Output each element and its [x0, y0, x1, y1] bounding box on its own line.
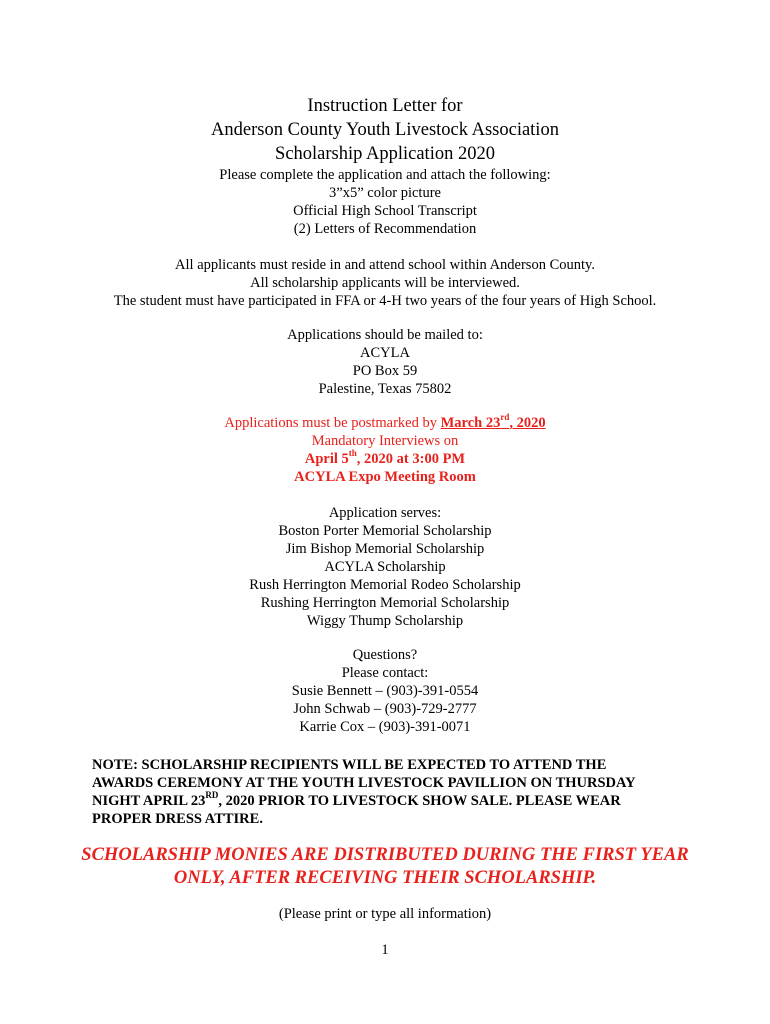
mailing-intro: Applications should be mailed to:	[287, 327, 483, 343]
postmark-line	[0, 414, 770, 432]
contact-line: Karrie Cox – (903)-391-0071	[299, 719, 471, 735]
page-number: 1	[381, 942, 389, 958]
scholarship-item: Jim Bishop Memorial Scholarship	[285, 541, 485, 557]
contacts-section	[0, 646, 770, 736]
note-line-4: PROPER DRESS ATTIRE.	[92, 811, 263, 827]
interview-location: ACYLA Expo Meeting Room	[294, 469, 476, 485]
scholarships-intro: Application serves:	[328, 505, 442, 521]
mailing-line: PO Box 59	[352, 363, 418, 379]
attachments-section	[0, 166, 770, 238]
postmark-date-suffix: rd	[500, 412, 510, 423]
note-date-suffix: RD	[205, 790, 219, 801]
title-line-2: Anderson County Youth Livestock Association	[211, 120, 559, 140]
interview-date-time: , 2020 at 3:00 PM	[356, 451, 466, 467]
interview-date-main: April 5	[304, 451, 349, 467]
document-title	[0, 94, 770, 166]
title-line-3: Scholarship Application 2020	[275, 144, 495, 164]
requirement-line: The student must have participated in FFA or 4-H two years of the four years of High School.	[113, 293, 657, 309]
requirement-line: All scholarship applicants will be interviewed.	[250, 275, 520, 291]
attachment-item: (2) Letters of Recommendation	[293, 221, 477, 237]
contact-line: John Schwab – (903)-729-2777	[293, 701, 477, 717]
monies-warning	[0, 844, 770, 890]
postmark-date-main: March 23	[440, 415, 501, 431]
postmark-date-year: , 2020	[509, 415, 546, 431]
contact-line: Susie Bennett – (903)-391-0554	[291, 683, 479, 699]
title-line-1: Instruction Letter for	[307, 96, 463, 116]
interview-date-suffix: th	[348, 448, 357, 459]
scholarships-section	[0, 504, 770, 630]
attachment-item: 3”x5” color picture	[329, 185, 441, 201]
ceremony-note	[92, 756, 692, 828]
contacts-intro: Please contact:	[341, 665, 429, 681]
monies-line-2: ONLY, AFTER RECEIVING THEIR SCHOLARSHIP.	[173, 868, 597, 888]
interview-date	[0, 450, 770, 468]
postmark-text: Applications must be postmarked by	[224, 415, 441, 431]
mailing-line: Palestine, Texas 75802	[318, 381, 452, 397]
postmark-date	[440, 412, 546, 431]
attachments-intro: Please complete the application and attach the following:	[219, 167, 551, 183]
scholarship-item: Boston Porter Memorial Scholarship	[278, 523, 492, 539]
requirements-section	[0, 256, 770, 310]
monies-line-1: SCHOLARSHIP MONIES ARE DISTRIBUTED DURING THE FIRST YEAR	[81, 845, 689, 865]
scholarship-item: Rushing Herrington Memorial Scholarship	[260, 595, 510, 611]
deadline-section	[0, 414, 770, 486]
requirement-line: All applicants must reside in and attend school within Anderson County.	[175, 257, 595, 273]
print-instruction: (Please print or type all information)	[278, 906, 492, 922]
mailing-line: ACYLA	[360, 345, 410, 361]
note-line-1: NOTE: SCHOLARSHIP RECIPIENTS WILL BE EXPECTED TO ATTEND THE	[92, 757, 607, 773]
scholarship-item: ACYLA Scholarship	[324, 559, 446, 575]
attachment-item: Official High School Transcript	[293, 203, 477, 219]
note-line-3-rest: , 2020 PRIOR TO LIVESTOCK SHOW SALE. PLEASE WEAR	[218, 793, 621, 809]
scholarship-item: Rush Herrington Memorial Rodeo Scholarship	[249, 577, 521, 593]
mailing-address-section	[0, 326, 770, 398]
interviews-text: Mandatory Interviews on	[311, 433, 459, 449]
note-line-3	[92, 792, 692, 810]
questions-heading: Questions?	[352, 647, 418, 663]
note-line-2: AWARDS CEREMONY AT THE YOUTH LIVESTOCK PAVILLION ON THURSDAY	[92, 775, 636, 791]
scholarship-item: Wiggy Thump Scholarship	[306, 613, 464, 629]
note-date-main: NIGHT APRIL 23	[92, 793, 206, 809]
